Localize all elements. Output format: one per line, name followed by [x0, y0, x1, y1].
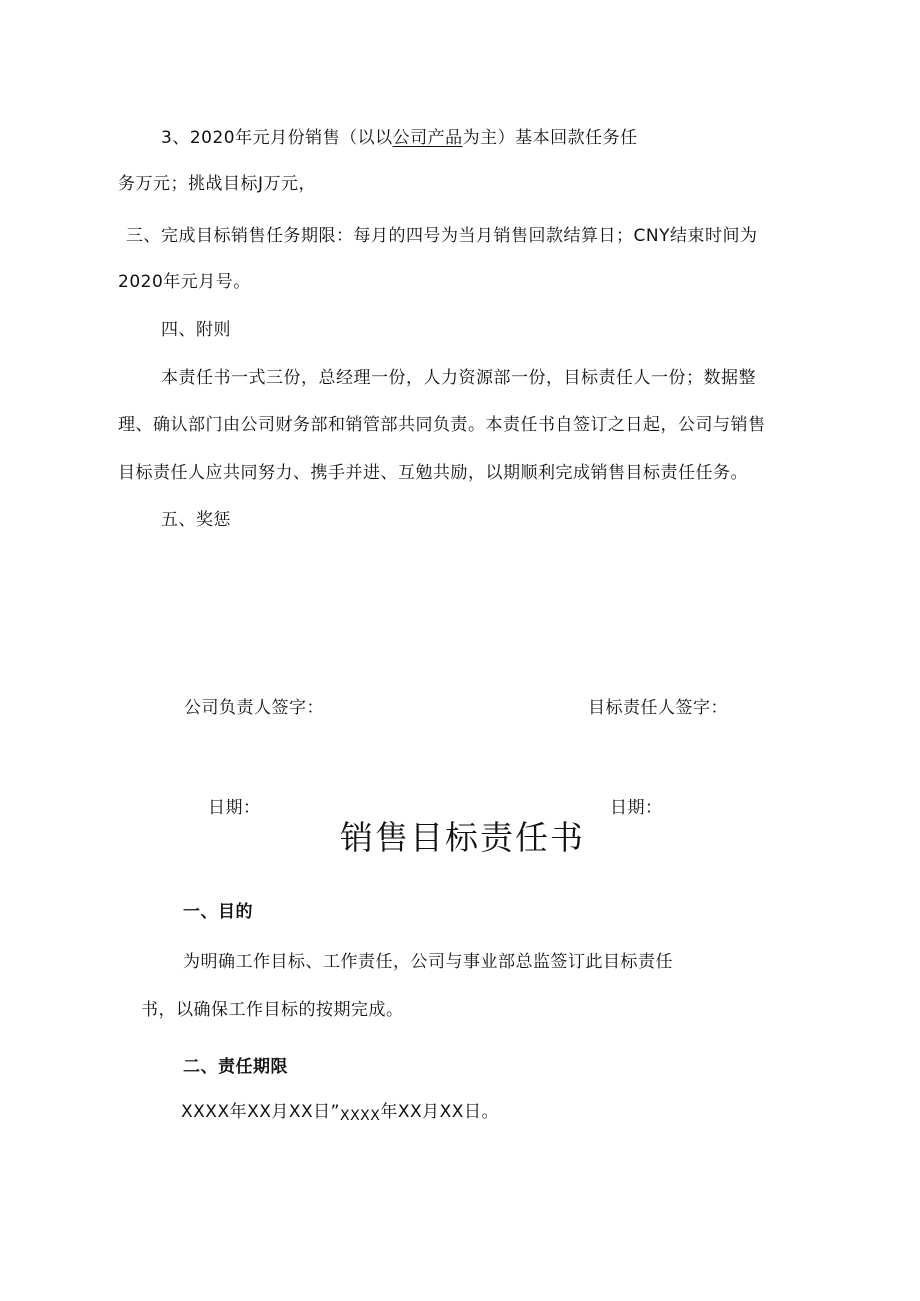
heading-term: 二、责任期限	[183, 1057, 288, 1077]
section3-line2: 2020年元月号。	[118, 272, 251, 292]
term-period-year: XXXX	[339, 1108, 381, 1124]
paragraph-sales-task-line1	[161, 127, 638, 149]
sales-task-prefix: 3、2020年元月份销售（以以	[161, 128, 393, 148]
section4-heading: 四、附则	[161, 320, 231, 340]
responsible-person-signature-label: 目标责任人签字：	[588, 698, 728, 718]
paragraph-sales-task-line2: 务万元；挑战目标J万元，	[118, 174, 317, 194]
date-label-left: 日期：	[208, 798, 261, 818]
date-label-right: 日期：	[610, 798, 663, 818]
term-period-end: 年XX月XX日。	[380, 1102, 499, 1122]
term-period	[181, 1101, 499, 1124]
term-period-start: XXXX年XX月XX日”	[181, 1102, 340, 1122]
company-signature-label: 公司负责人签字：	[184, 698, 324, 718]
section5-heading: 五、奖惩	[161, 510, 231, 530]
section4-paragraph-line2: 理、确认部门由公司财务部和销管部共同负责。本责任书自签订之日起，公司与销售	[118, 415, 766, 435]
sales-task-suffix: 为主）基本回款任务任	[462, 128, 638, 148]
section4-paragraph-line3: 目标责任人应共同努力、携手并进、互勉共励，以期顺利完成销售目标责任任务。	[118, 463, 748, 483]
purpose-paragraph-line2: 书，以确保工作目标的按期完成。	[141, 1000, 404, 1020]
company-products-underlined: 公司产品	[392, 128, 463, 148]
purpose-paragraph-line1: 为明确工作目标、工作责任，公司与事业部总监签订此目标责任	[183, 952, 673, 972]
document-title: 销售目标责任书	[340, 818, 585, 857]
heading-purpose: 一、目的	[183, 902, 253, 922]
section4-paragraph-line1: 本责任书一式三份，总经理一份，人力资源部一份，目标责任人一份；数据整	[161, 368, 756, 388]
section3-line1: 三、完成目标销售任务期限：每月的四号为当月销售回款结算日；CNY结束时间为	[126, 226, 758, 246]
